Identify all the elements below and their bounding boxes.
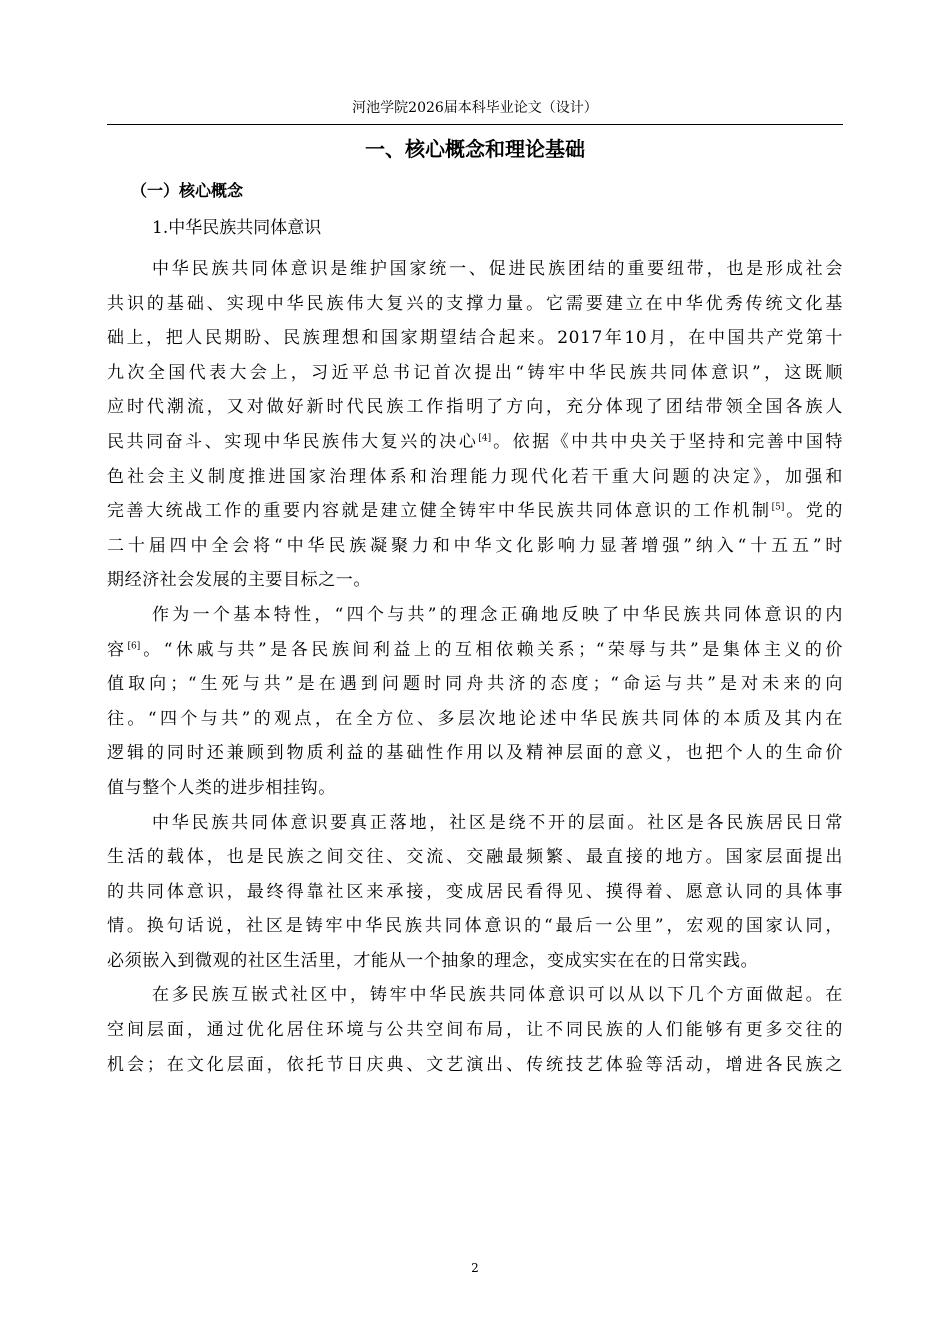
text-line: 必须嵌入到微观的社区生活里，才能从一个抽象的理念，变成实实在在的日常实践。 <box>107 950 759 971</box>
text-line: 九次全国代表大会上，习近平总书记首次提出“铸牢中华民族共同体意识”，这既顺 <box>107 362 843 383</box>
text-line: 色社会主义制度推进国家治理体系和治理能力现代化若干重大问题的决定》，加强和 <box>107 466 843 487</box>
text-line: 值取向；“生死与共”是在遇到问题时同舟共济的态度；“命运与共”是对未来的向 <box>107 674 843 695</box>
text-line: 在多民族互嵌式社区中，铸牢中华民族共同体意识可以从以下几个方面做起。在 <box>152 985 843 1006</box>
text-line <box>107 494 843 529</box>
text-line: 往。“四个与共”的观点，在全方位、多层次地论述中华民族共同体的本质及其内在 <box>107 708 843 729</box>
text-line: 值与整个人类的进步相挂钩。 <box>107 777 336 798</box>
text-run: 。党的 <box>784 501 843 522</box>
citation-marker: [5] <box>771 502 785 513</box>
section-title: （一）核心概念 <box>131 181 244 200</box>
text-run: 。“休戚与共”是各民族间利益上的互相依赖关系；“荣辱与共”是集体主义的价 <box>140 639 843 660</box>
text-line <box>107 633 843 668</box>
paragraph <box>107 978 843 1082</box>
text-line: 情。换句话说，社区是铸牢中华民族共同体意识的“最后一公里”，宏观的国家认同， <box>107 916 843 937</box>
text-line: 共识的基础、实现中华民族伟大复兴的支撑力量。它需要建立在中华优秀传统文化基 <box>107 293 843 314</box>
body-text <box>107 252 843 1082</box>
text-run: 容 <box>107 639 128 660</box>
subsection-title: 1.中华民族共同体意识 <box>152 218 322 238</box>
text-line: 机会；在文化层面，依托节日庆典、文艺演出、传统技艺体验等活动，增进各民族之 <box>107 1054 843 1075</box>
text-line: 作为一个基本特性，“四个与共”的理念正确地反映了中华民族共同体意识的内 <box>152 604 843 625</box>
running-header: 河池学院2026届本科毕业论文（设计） <box>352 100 598 116</box>
text-line: 期经济社会发展的主要目标之一。 <box>107 570 371 591</box>
header-divider <box>107 124 843 125</box>
text-run: 。依据《中共中央关于坚持和完善中国特 <box>491 431 843 452</box>
text-line: 空间层面，通过优化居住环境与公共空间布局，让不同民族的人们能够有更多交往的 <box>107 1020 843 1041</box>
page-number: 2 <box>471 1261 479 1275</box>
text-line: 应时代潮流，又对做好新时代民族工作指明了方向，充分体现了团结带领全国各族人 <box>107 397 843 418</box>
citation-marker: [6] <box>127 640 141 651</box>
text-run: 完善大统战工作的重要内容就是建立健全铸牢中华民族共同体意识的工作机制 <box>107 501 772 522</box>
text-line: 中华民族共同体意识是维护国家统一、促进民族团结的重要纽带，也是形成社会 <box>152 259 843 279</box>
paragraph <box>107 806 843 979</box>
text-line: 的共同体意识，最终得靠社区来承接，变成居民看得见、摸得着、愿意认同的具体事 <box>107 881 843 902</box>
citation-marker: [4] <box>478 433 492 444</box>
text-line <box>107 425 843 460</box>
text-run: 民共同奋斗、实现中华民族伟大复兴的决心 <box>107 431 479 452</box>
chapter-title: 一、核心概念和理论基础 <box>365 137 585 161</box>
text-line: 生活的载体，也是民族之间交往、交流、交融最频繁、最直接的地方。国家层面提出 <box>107 847 843 868</box>
paragraph <box>107 252 843 598</box>
paragraph <box>107 598 843 806</box>
text-line: 础上，把人民期盼、民族理想和国家期望结合起来。2017年10月，在中国共产党第十 <box>107 328 843 349</box>
text-line: 二十届四中全会将“中华民族凝聚力和中华文化影响力显著增强”纳入“十五五”时 <box>107 535 843 556</box>
text-line: 中华民族共同体意识要真正落地，社区是绕不开的层面。社区是各民族居民日常 <box>152 812 843 833</box>
text-line: 逻辑的同时还兼顾到物质利益的基础性作用以及精神层面的意义，也把个人的生命价 <box>107 743 843 764</box>
